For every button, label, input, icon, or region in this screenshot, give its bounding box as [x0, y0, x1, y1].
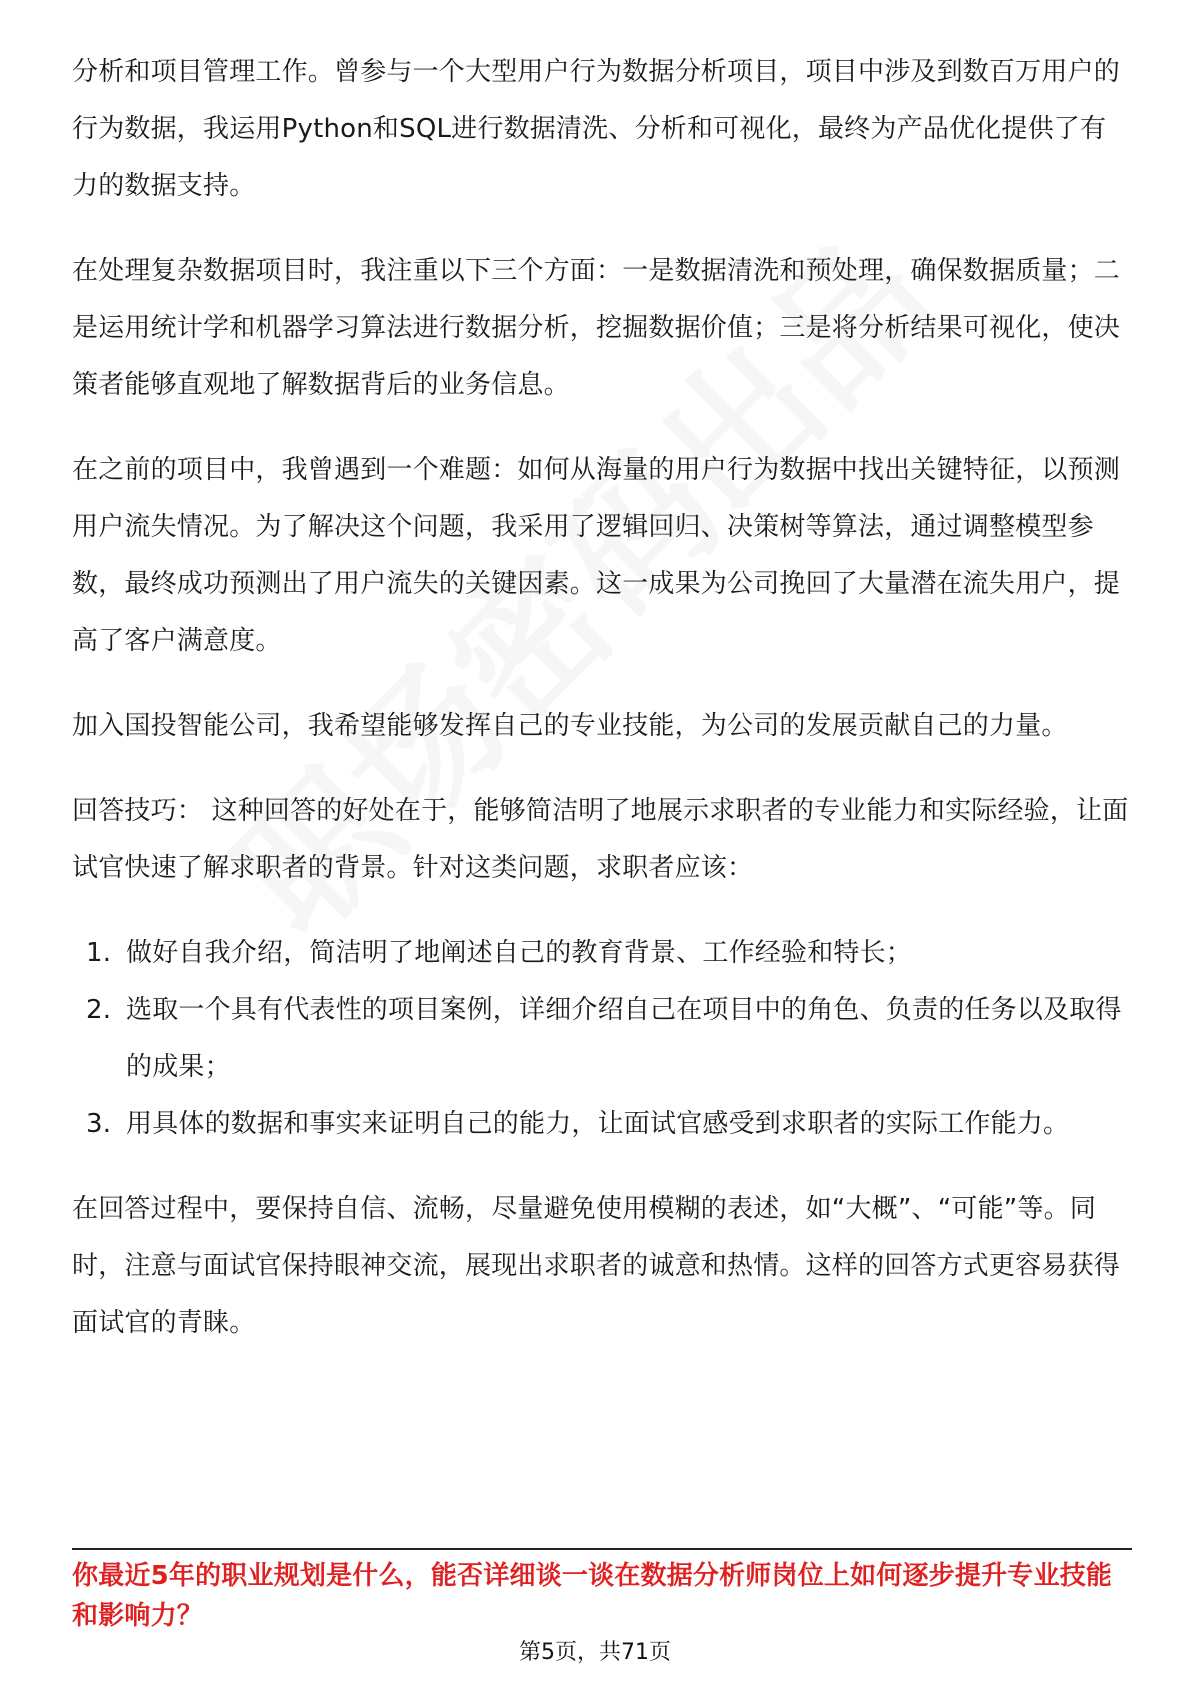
- section-divider: [72, 1548, 1132, 1550]
- paragraph-experience: 分析和项目管理工作。曾参与一个大型用户行为数据分析项目，项目中涉及到数百万用户的行为数据，我运用Python和SQL进行数据清洗、分析和可视化，最终为产品优化提供了有力的数据支持。: [72, 57, 1121, 201]
- paragraph-challenge: 在之前的项目中，我曾遇到一个难题：如何从海量的用户行为数据中找出关键特征，以预测用户流失情况。为了解决这个问题，我采用了逻辑回归、决策树等算法，通过调整模型参数，最终成功预测出了用户流失的关键因素。这一成果为公司挽回了大量潜在流失用户，提高了客户满意度。: [72, 455, 1121, 656]
- paragraph-closing: 在回答过程中，要保持自信、流畅，尽量避免使用模糊的表述，如“大概”、“可能”等。同时，注意与面试官保持眼神交流，展现出求职者的诚意和热情。这样的回答方式更容易获得面试官的青睐。: [72, 1194, 1121, 1338]
- list-number: 1.: [86, 938, 112, 968]
- paragraph-motivation: 加入国投智能公司，我希望能够发挥自己的专业技能，为公司的发展贡献自己的力量。: [72, 711, 1068, 741]
- list-text: 用具体的数据和事实来证明自己的能力，让面试官感受到求职者的实际工作能力。: [126, 1109, 1070, 1139]
- next-question-heading: 你最近5年的职业规划是什么，能否详细谈一谈在数据分析师岗位上如何逐步提升专业技能和影响力？: [72, 1561, 1113, 1631]
- list-item: [72, 1096, 1132, 1153]
- page-content: [72, 44, 1132, 1380]
- list-number: 2.: [86, 995, 112, 1025]
- list-item: [72, 925, 1132, 982]
- paragraph-approach: 在处理复杂数据项目时，我注重以下三个方面：一是数据清洗和预处理，确保数据质量；二是运用统计学和机器学习算法进行数据分析，挖掘数据价值；三是将分析结果可视化，使决策者能够直观地了解数据背后的业务信息。: [72, 256, 1121, 400]
- list-text: 选取一个具有代表性的项目案例，详细介绍自己在项目中的角色、负责的任务以及取得的成果；: [126, 995, 1122, 1082]
- list-number: 3.: [86, 1109, 112, 1139]
- list-text: 做好自我介绍，简洁明了地阐述自己的教育背景、工作经验和特长；: [126, 938, 913, 968]
- paragraph-tips: 回答技巧： 这种回答的好处在于，能够简洁明了地展示求职者的专业能力和实际经验，让面试官快速了解求职者的背景。针对这类问题，求职者应该：: [72, 796, 1129, 883]
- tips-list: [72, 925, 1132, 1153]
- page-footer: 第5页，共71页: [519, 1640, 671, 1665]
- list-item: [72, 982, 1132, 1096]
